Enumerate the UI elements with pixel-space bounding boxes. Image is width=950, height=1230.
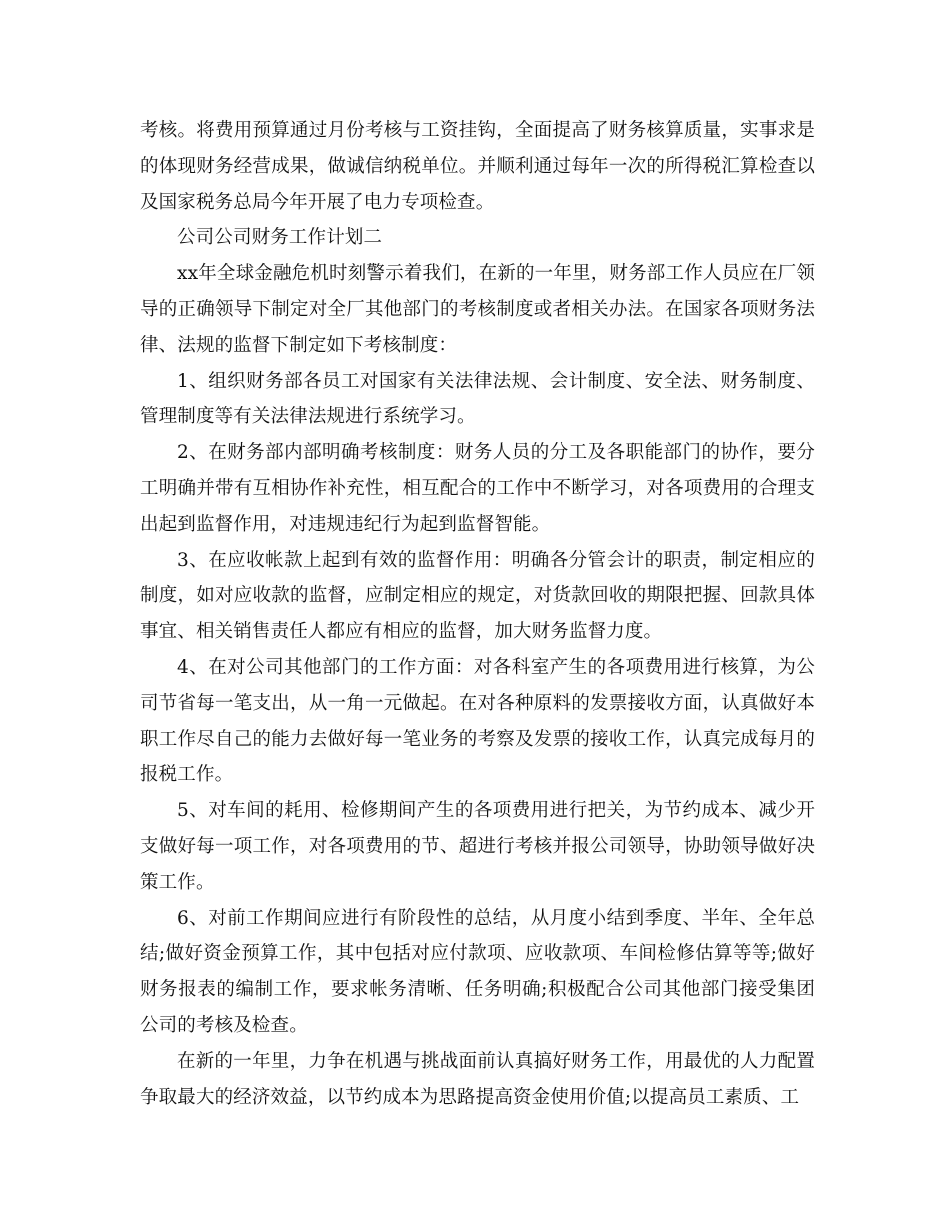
paragraph-item-4: 4、在对公司其他部门的工作方面：对各科室产生的各项费用进行核算，为公司节省每一笔支出，从一角一元做起。在对各种原料的发票接收方面，认真做好本职工作尽自己的能力去做好每一笔业务的考察及发票的接收工作，认真完成每月的报税工作。 xyxy=(140,656,815,786)
paragraph-item-2: 2、在财务部内部明确考核制度：财务人员的分工及各职能部门的协作，要分工明确并带有互相协作补充性，相互配合的工作中不断学习，对各项费用的合理支出起到监督作用，对违规违纪行为起到监督智能。 xyxy=(140,442,815,535)
paragraph-item-6: 6、对前工作期间应进行有阶段性的总结，从月度小结到季度、半年、全年总结;做好资金预算工作，其中包括对应付款项、应收款项、车间检修估算等等;做好财务报表的编制工作，要求帐务清晰、任务明确;积极配合公司其他部门接受集团公司的考核及检查。 xyxy=(140,907,815,1036)
paragraph-intro: xx年全球金融危机时刻警示着我们，在新的一年里，财务部工作人员应在厂领导的正确领导下制定对全厂其他部门的考核制度或者相关办法。在国家各项财务法律、法规的监督下制定如下考核制度： xyxy=(140,263,815,356)
paragraph-item-3: 3、在应收帐款上起到有效的监督作用：明确各分管会计的职责，制定相应的制度，如对应收款的监督，应制定相应的规定，对货款回收的期限把握、回款具体事宜、相关销售责任人都应有相应的监督，加大财务监督力度。 xyxy=(140,549,815,643)
paragraph-continuation: 考核。将费用预算通过月份考核与工资挂钩，全面提高了财务核算质量，实事求是的体现财务经营成果，做诚信纳税单位。并顺利通过每年一次的所得税汇算检查以及国家税务总局今年开展了电力专项检查。 xyxy=(140,120,815,213)
section-heading: 公司公司财务工作计划二 xyxy=(177,227,383,249)
paragraph-closing: 在新的一年里，力争在机遇与挑战面前认真搞好财务工作，用最优的人力配置争取最大的经济效益，以节约成本为思路提高资金使用价值;以提高员工素质、工 xyxy=(140,1050,815,1108)
paragraph-item-5: 5、对车间的耗用、检修期间产生的各项费用进行把关，为节约成本、减少开支做好每一项工作，对各项费用的节、超进行考核并报公司领导，协助领导做好决策工作。 xyxy=(140,800,815,893)
paragraph-item-1: 1、组织财务部各员工对国家有关法律法规、会计制度、安全法、财务制度、管理制度等有关法律法规进行系统学习。 xyxy=(140,370,815,428)
